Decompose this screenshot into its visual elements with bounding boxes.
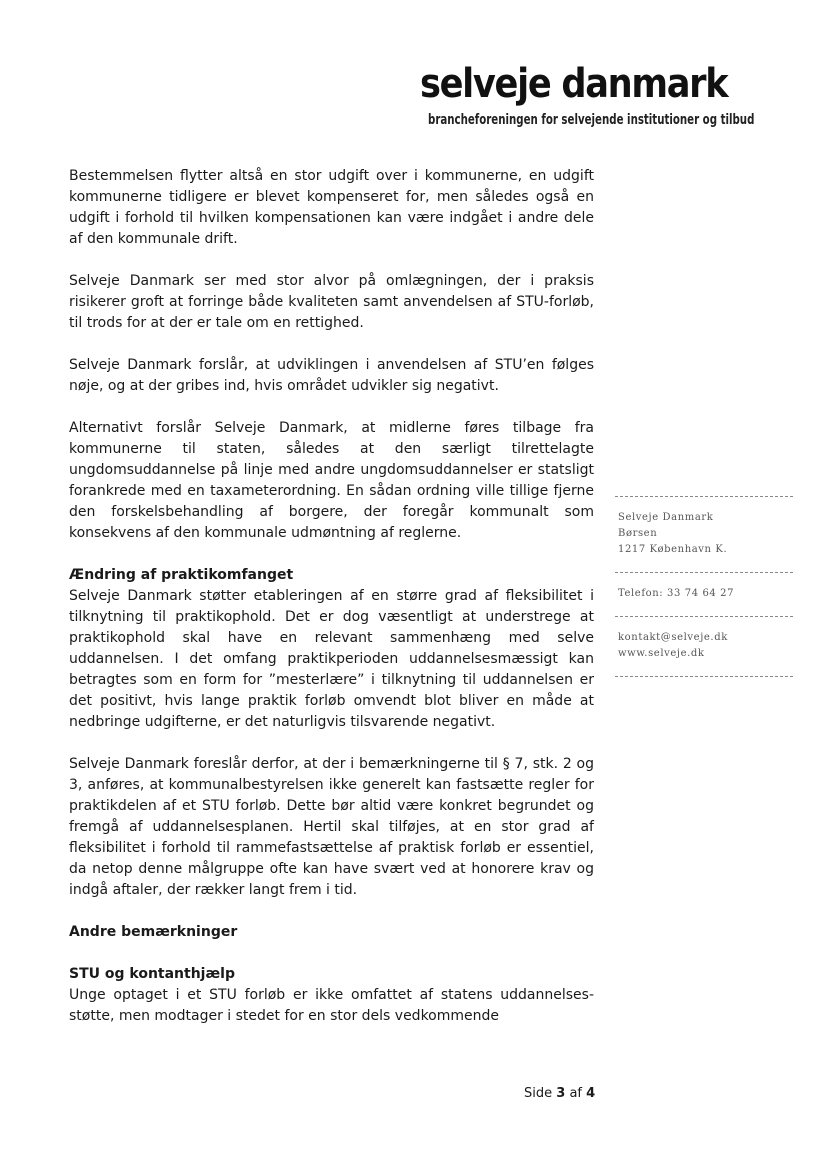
side-label: Side xyxy=(524,1086,553,1101)
address-block xyxy=(615,497,793,572)
paragraph-7: Unge optaget i et STU forløb er ikke omfattet af statens uddannelses- støtte, men modtager i stedet for en stor dels vedkommende xyxy=(69,987,594,1024)
street: Børsen xyxy=(618,528,658,539)
page-number xyxy=(524,1086,595,1101)
heading-andre-bemaerkninger: Andre bemærkninger xyxy=(69,924,238,940)
letter-body xyxy=(69,166,594,1048)
of-label: af xyxy=(569,1086,582,1101)
brand-tagline: brancheforeningen for selvejende institutioner og tilbud xyxy=(428,112,755,128)
phone-block xyxy=(615,573,793,616)
contact-sidebar xyxy=(615,496,793,677)
divider xyxy=(615,676,793,677)
paragraph-3: Selveje Danmark forslår, at udviklingen i anvendelsen af STU’en følges nøje, og at der gribes ind, hvis området udvikler sig negativt. xyxy=(69,357,594,394)
org-name: Selveje Danmark xyxy=(618,512,714,523)
email-link[interactable]: kontakt@selveje.dk xyxy=(618,632,728,643)
paragraph-4: Alternativt forslår Selveje Danmark, at midlerne føres tilbage fra kommunerne til staten, således at den særligt tilrettelagte ungdomsuddannelse på linje med andre ungdomsuddannelser er statsligt forankrede med en taxameterordning. En sådan ordning ville tillige fjerne den forskelsbehandling af borgere, der foregår kommunalt som konsekvens af den kommunale udmøntning af reglerne. xyxy=(69,420,594,541)
paragraph-2: Selveje Danmark ser med stor alvor på omlægningen, der i praksis risikerer groft at forringe både kvaliteten samt anvendelsen af STU-forløb, til trods for at der er tale om en rettighed. xyxy=(69,273,594,331)
current-page: 3 xyxy=(556,1086,566,1101)
paragraph-5: Selveje Danmark støtter etableringen af en større grad af fleksibilitet i tilknytning til praktikophold. Det er dog væsentligt at understrege at praktikophold skal have en relevant sammenhæng med selve uddannelsen. I det omfang praktikperioden uddannelsesmæssigt kan betragtes som en form for ”mesterlære” i tilknytning til uddannelsen er det positivt, hvis lange praktik forløb omvendt blot bliver en måde at nedbringe udgifterne, er det naturligvis tilsvarende negativt. xyxy=(69,588,594,730)
paragraph-6: Selveje Danmark foreslår derfor, at der i bemærkningerne til § 7, stk. 2 og 3, anføres, at kommunalbestyrelsen ikke generelt kan fastsætte regler for praktikdelen af et STU forløb. Dette bør altid være konkret begrundet og fremgå af uddannelsesplanen. Hertil skal tilføjes, at en stor grad af fleksibilitet i forhold til rammefastsættelse af praktisk forløb er essentiel, da netop denne målgruppe ofte kan have svært ved at honorere krav og indgå aftaler, der rækker langt frem i tid. xyxy=(69,756,594,898)
logo xyxy=(420,61,755,128)
phone: Telefon: 33 74 64 27 xyxy=(618,588,735,599)
paragraph-1: Bestemmelsen flytter altså en stor udgift over i kommunerne, en udgift kommunerne tidligere er blevet kompenseret for, men således også en udgift i forhold til hvilken kompensationen kan være indgået i andre dele af den kommunale drift. xyxy=(69,168,594,247)
city: 1217 København K. xyxy=(618,544,728,555)
heading-praktikomfang: Ændring af praktikomfanget xyxy=(69,567,294,583)
brand-name: selveje danmark xyxy=(420,61,728,107)
heading-stu-kontanthjaelp: STU og kontanthjælp xyxy=(69,966,235,982)
total-pages: 4 xyxy=(586,1086,596,1101)
online-block xyxy=(615,617,793,676)
web-link[interactable]: www.selveje.dk xyxy=(618,648,705,659)
